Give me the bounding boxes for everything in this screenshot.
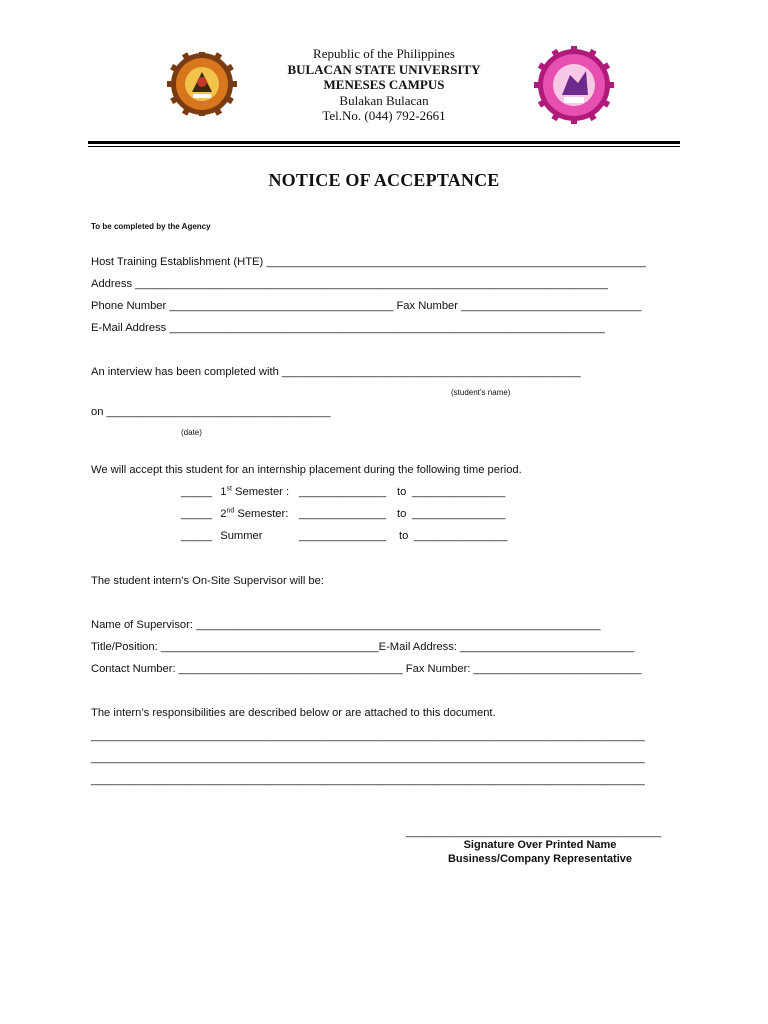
signature-line[interactable]: _________________________________________	[406, 826, 662, 838]
first-semester-suffix: st	[226, 485, 232, 493]
second-semester-label: Semester:	[234, 508, 289, 520]
summer-row[interactable]	[181, 530, 263, 542]
campus-name: MENESES CAMPUS	[323, 77, 445, 92]
hte-field[interactable]: Host Training Establishment (HTE) _____________________________________________________________	[91, 256, 646, 268]
signature-label: Signature Over Printed Name	[463, 839, 617, 851]
page-title: NOTICE OF ACCEPTANCE	[268, 170, 500, 190]
first-semester-from[interactable]: ______________	[299, 486, 387, 498]
responsibilities-line-2[interactable]: _________________________________________________________________________________________	[91, 752, 645, 764]
first-semester-to-label: to	[397, 486, 407, 498]
first-semester-row[interactable]	[181, 486, 289, 498]
letterhead	[0, 46, 768, 124]
supervisor-title-email-field[interactable]: Title/Position: ___________________________________E-Mail Address: ____________________________	[91, 641, 635, 653]
first-semester-check[interactable]: _____	[181, 486, 213, 498]
interview-date-field[interactable]: on ____________________________________	[91, 406, 331, 418]
first-semester-until[interactable]: _______________	[412, 486, 506, 498]
second-semester-check[interactable]: _____	[181, 508, 213, 520]
responsibilities-intro: The intern’s responsibilities are described below or are attached to this document.	[91, 707, 496, 719]
summer-to-label: to	[399, 530, 409, 542]
placement-intro: We will accept this student for an internship placement during the following time period.	[91, 464, 522, 476]
supervisor-name-field[interactable]: Name of Supervisor: _________________________________________________________________	[91, 619, 601, 631]
summer-label: Summer	[220, 530, 263, 542]
agency-note: To be completed by the Agency	[91, 222, 211, 231]
summer-until[interactable]: _______________	[414, 530, 508, 542]
second-semester-until[interactable]: _______________	[412, 508, 506, 520]
responsibilities-line-1[interactable]: _________________________________________________________________________________________	[91, 730, 645, 742]
header-rule-thick	[88, 141, 680, 144]
second-semester-to-label: to	[397, 508, 407, 520]
telephone: Tel.No. (044) 792-2661	[322, 108, 446, 123]
header-rule-thin	[88, 146, 680, 147]
interview-field[interactable]: An interview has been completed with ________________________________________________	[91, 366, 581, 378]
signature-caption	[400, 838, 680, 866]
university-name: BULACAN STATE UNIVERSITY	[287, 61, 481, 77]
email-field[interactable]: E-Mail Address ______________________________________________________________________	[91, 322, 605, 334]
student-name-caption: (student’s name)	[451, 388, 511, 397]
second-semester-number: 2	[220, 508, 227, 520]
address-field[interactable]: Address ____________________________________________________________________________	[91, 278, 609, 290]
second-semester-row[interactable]	[181, 508, 288, 520]
summer-check[interactable]: _____	[181, 530, 213, 542]
first-semester-label: Semester :	[231, 486, 290, 498]
second-semester-from[interactable]: ______________	[299, 508, 387, 520]
phone-fax-field[interactable]: Phone Number ____________________________________ Fax Number _____________________________	[91, 300, 642, 312]
second-semester-suffix: nd	[226, 507, 235, 515]
date-caption: (date)	[181, 428, 202, 437]
supervisor-contact-field[interactable]: Contact Number: ____________________________________ Fax Number: ___________________________	[91, 663, 642, 675]
representative-label: Business/Company Representative	[447, 853, 632, 865]
first-semester-number: 1	[220, 486, 227, 498]
summer-from[interactable]: ______________	[299, 530, 387, 542]
campus-location: Bulakan Bulacan	[339, 92, 429, 108]
republic-line: Republic of the Philippines	[313, 46, 455, 61]
responsibilities-line-3[interactable]: _________________________________________________________________________________________	[91, 774, 645, 786]
supervisor-intro: The student intern’s On-Site Supervisor will be:	[91, 575, 324, 587]
